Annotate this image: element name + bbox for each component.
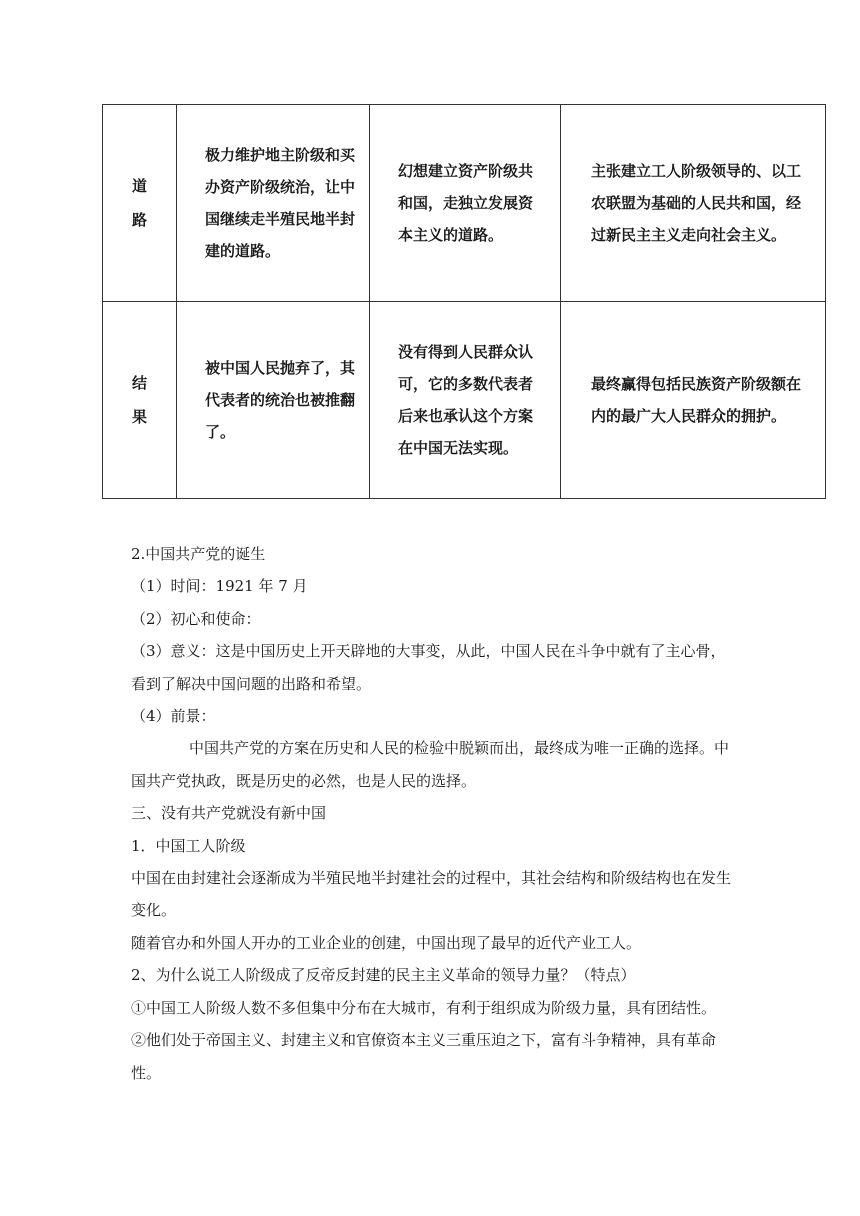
list-item: （1）时间：1921 年 7 月 (131, 577, 308, 596)
list-item: （3）意义：这是中国历史上开天辟地的大事变，从此，中国人民在斗争中就有了主心骨，看到了解决中国问题的出路和希望。 (131, 642, 726, 693)
row-header-road: 道路 (103, 105, 177, 302)
table-row (103, 302, 826, 499)
section-title: 三、没有共产党就没有新中国 (131, 804, 327, 823)
row-header-result: 结果 (103, 302, 177, 499)
table-cell: 幻想建立资产阶级共和国，走独立发展资本主义的道路。 (370, 105, 561, 302)
table-cell: 主张建立工人阶级领导的、以工农联盟为基础的人民共和国，经过新民主主义走向社会主义。 (561, 105, 826, 302)
paragraph: 随着官办和外国人开办的工业企业的创建，中国出现了最早的近代产业工人。 (131, 933, 642, 952)
table-cell: 没有得到人民群众认可，它的多数代表者后来也承认这个方案在中国无法实现。 (370, 302, 561, 499)
paragraph: ①中国工人阶级人数不多但集中分布在大城市，有利于组织成为阶级力量，具有团结性。 (131, 998, 717, 1017)
subsection-title: 1．中国工人阶级 (131, 836, 246, 855)
paragraph: 中国在由封建社会逐渐成为半殖民地半封建社会的过程中，其社会结构和阶级结构也在发生变化。 (131, 869, 732, 920)
subsection-title: 2、为什么说工人阶级成了反帝反封建的民主主义革命的领导力量？（特点） (131, 966, 636, 985)
section-title: 2.中国共产党的诞生 (131, 545, 266, 563)
table-cell: 被中国人民抛弃了，其代表者的统治也被推翻了。 (177, 302, 370, 499)
list-item: （4）前景： (131, 707, 216, 726)
list-item: （2）初心和使命： (131, 609, 261, 628)
table-cell: 最终赢得包括民族资产阶级额在内的最广大人民群众的拥护。 (561, 302, 826, 499)
body-text (131, 538, 731, 1089)
comparison-table (102, 104, 826, 499)
table-cell: 极力维护地主阶级和买办资产阶级统治，让中国继续走半殖民地半封建的道路。 (177, 105, 370, 302)
paragraph: ②他们处于帝国主义、封建主义和官僚资本主义三重压迫之下，富有斗争精神，具有革命性。 (131, 1031, 717, 1082)
table-row (103, 105, 826, 302)
paragraph: 中国共产党的方案在历史和人民的检验中脱颖而出，最终成为唯一正确的选择。中国共产党执政，既是历史的必然，也是人民的选择。 (131, 739, 730, 790)
